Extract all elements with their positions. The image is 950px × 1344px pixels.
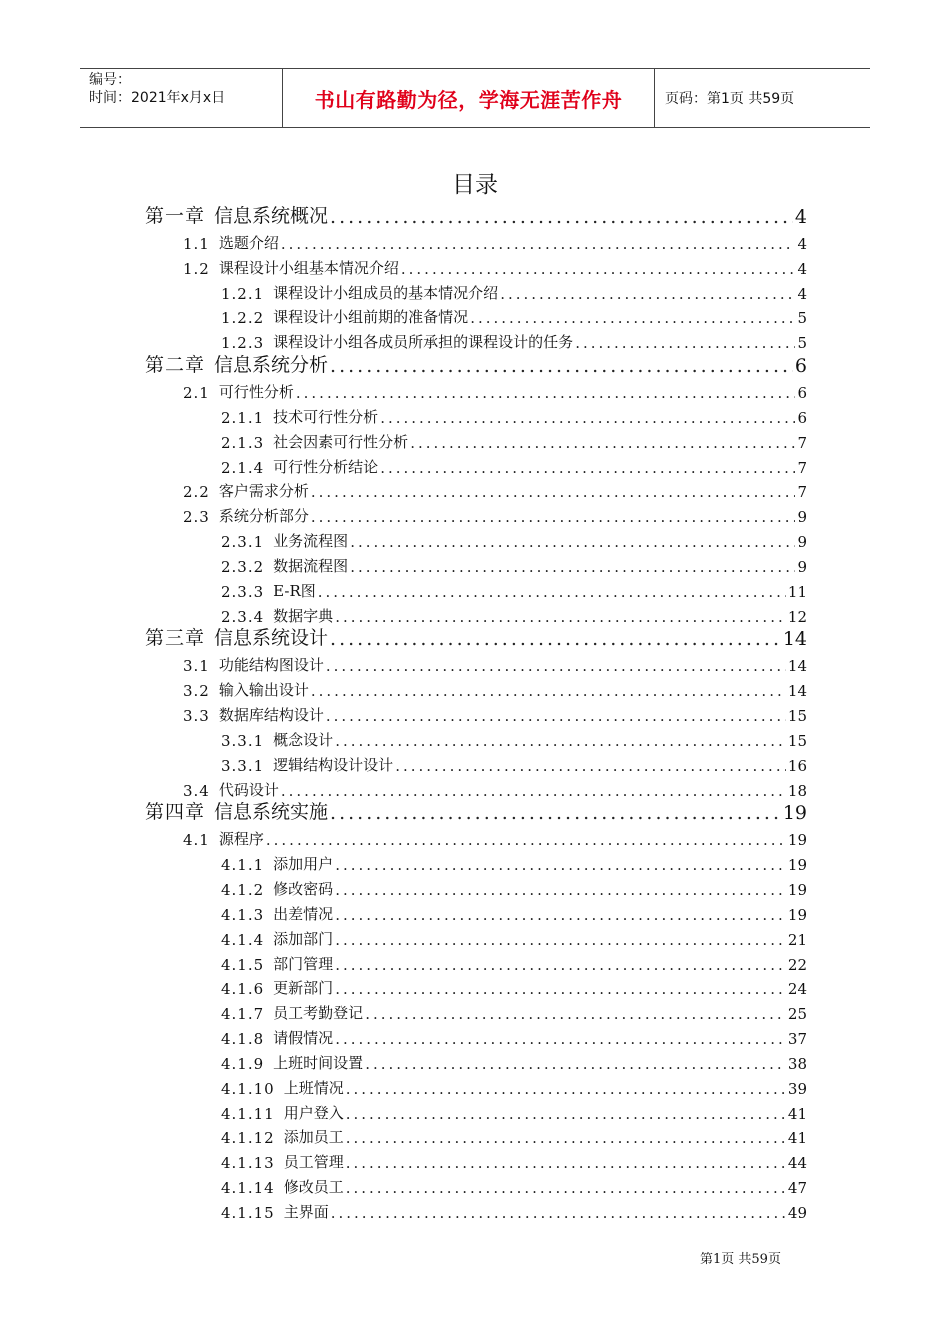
toc-entry[interactable] <box>221 998 807 1023</box>
toc-entry-title: 上班情况 <box>283 1078 344 1097</box>
toc-entry-title: 更新部门 <box>273 979 334 998</box>
toc-entry-title: 出差情况 <box>273 904 334 923</box>
toc-entry-title: 信息系统实施 <box>214 801 329 824</box>
toc-entry[interactable] <box>183 228 807 253</box>
toc-entry-page: 39 <box>787 1079 807 1098</box>
toc-entry[interactable] <box>221 750 807 775</box>
toc-entry-number: 4.1.12 <box>221 1129 275 1148</box>
toc-entry[interactable] <box>221 1098 807 1123</box>
toc-dot-leader <box>348 533 795 551</box>
toc-entry-number: 1.2.3 <box>221 334 265 353</box>
toc-entry-title: 添加用户 <box>273 855 334 874</box>
toc-entry-number: 3.3.1 <box>221 731 265 750</box>
toc-entry-page: 15 <box>787 731 807 750</box>
toc-entry-number: 2.1.3 <box>221 433 265 452</box>
toc-entry-number: 4.1.4 <box>221 930 265 949</box>
toc-entry-page: 44 <box>787 1154 807 1173</box>
toc-entry-page: 19 <box>787 856 807 875</box>
toc-entry-title: 选题介绍 <box>218 233 279 252</box>
header-motto-cell <box>282 69 655 127</box>
toc-entry[interactable] <box>221 576 807 601</box>
toc-dot-leader <box>333 906 786 924</box>
toc-dot-leader <box>378 459 795 477</box>
toc-entry-page: 19 <box>787 880 807 899</box>
toc-dot-leader <box>344 1154 786 1172</box>
header-page-label: 页码：第1页 共59页 <box>665 91 795 107</box>
toc-entry-title: 代码设计 <box>218 780 279 799</box>
toc-entry-page: 6 <box>797 408 807 427</box>
toc-dot-leader <box>333 980 786 998</box>
toc-entry-title: 用户登入 <box>283 1103 344 1122</box>
toc-entry[interactable] <box>221 526 807 551</box>
toc-entry[interactable] <box>221 278 807 303</box>
toc-entry-page: 4 <box>797 234 807 253</box>
toc-entry-number: 4.1.1 <box>221 856 265 875</box>
toc-dot-leader <box>324 657 786 675</box>
toc-entry-title: 社会因素可行性分析 <box>273 432 409 451</box>
toc-entry-number: 2.3.1 <box>221 533 265 552</box>
toc-entry-title: 课程设计小组各成员所承担的课程设计的任务 <box>273 333 574 352</box>
toc-entry-number: 2.1.4 <box>221 458 265 477</box>
toc-entry[interactable] <box>221 725 807 750</box>
toc-entry-title: 请假情况 <box>273 1029 334 1048</box>
toc-entry-page: 4 <box>794 206 807 228</box>
toc-entry-page: 19 <box>782 802 807 825</box>
toc-entry-number: 4.1.9 <box>221 1054 265 1073</box>
toc-entry-title: 课程设计小组基本情况介绍 <box>218 258 399 277</box>
toc-entry-title: 上班时间设置 <box>273 1053 364 1072</box>
toc-entry-title: 可行性分析结论 <box>273 457 379 476</box>
toc-entry[interactable] <box>145 622 807 650</box>
toc-entry-page: 19 <box>787 905 807 924</box>
toc-entry-number: 2.2 <box>183 483 210 502</box>
toc-entry[interactable] <box>183 377 807 402</box>
toc-entry-title: 部门管理 <box>273 954 334 973</box>
toc-entry-page: 12 <box>787 607 807 626</box>
header-meta <box>80 69 282 127</box>
toc-entry-number: 2.3.4 <box>221 607 265 626</box>
toc-dot-leader <box>328 628 781 650</box>
toc-entry-page: 49 <box>787 1204 807 1222</box>
toc-dot-leader <box>328 355 793 377</box>
toc-entry-number: 2.3.2 <box>221 557 265 576</box>
toc-entry[interactable] <box>221 551 807 576</box>
toc-entry-number: 1.2.2 <box>221 309 265 328</box>
toc-entry[interactable] <box>221 302 807 327</box>
toc-entry-page: 7 <box>797 433 807 452</box>
toc-dot-leader <box>333 1030 786 1048</box>
toc-entry[interactable] <box>145 200 807 228</box>
toc-entry-page: 14 <box>782 628 807 651</box>
toc-entry-number: 第三章 <box>145 627 206 650</box>
toc-dot-leader <box>264 831 786 849</box>
toc-dot-leader <box>333 956 786 974</box>
toc-entry-page: 16 <box>787 756 807 775</box>
toc-dot-leader <box>408 434 795 452</box>
toc-dot-leader <box>309 483 796 501</box>
toc-entry-page: 38 <box>787 1054 807 1073</box>
toc-entry-number: 4.1.8 <box>221 1030 265 1049</box>
toc-dot-leader <box>294 384 796 402</box>
toc-entry-page: 14 <box>787 682 807 701</box>
toc-entry[interactable] <box>221 1048 807 1073</box>
toc-entry-page: 6 <box>794 355 807 378</box>
toc-entry-number: 4.1.10 <box>221 1079 275 1098</box>
toc-entry-title: 员工管理 <box>283 1153 344 1172</box>
toc-entry-title: E-R图 <box>273 581 316 600</box>
toc-entry[interactable] <box>183 650 807 675</box>
toc-dot-leader <box>344 1179 786 1197</box>
header-motto: 书山有路勤为径，学海无涯苦作舟 <box>314 87 623 112</box>
toc-entry-number: 2.1 <box>183 383 210 402</box>
toc-entry-number: 第一章 <box>145 205 206 227</box>
toc-entry-page: 25 <box>787 1005 807 1024</box>
toc-dot-leader <box>279 235 796 253</box>
toc-dot-leader <box>393 757 786 775</box>
toc-dot-leader <box>344 1080 786 1098</box>
toc-entry-number: 4.1.6 <box>221 980 265 999</box>
toc-entry[interactable] <box>221 402 807 427</box>
toc-dot-leader <box>468 309 795 327</box>
toc-entry-page: 6 <box>797 383 807 402</box>
toc-entry-page: 11 <box>787 582 807 601</box>
toc-entry-title: 修改员工 <box>283 1178 344 1197</box>
toc-entry-page: 19 <box>787 831 807 850</box>
toc-entry[interactable] <box>221 1172 807 1197</box>
toc-entry-page: 4 <box>797 259 807 278</box>
page-footer: 第1页 共59页 <box>700 1252 781 1267</box>
toc-entry-page: 14 <box>787 657 807 676</box>
toc-entry-page: 7 <box>797 483 807 502</box>
toc-dot-leader <box>324 707 786 725</box>
toc-entry-page: 9 <box>797 508 807 527</box>
toc-entry-number: 1.2.1 <box>221 284 265 303</box>
toc-entry[interactable] <box>183 824 807 849</box>
toc-dot-leader <box>363 1055 786 1073</box>
toc-entry-title: 数据库结构设计 <box>218 706 324 724</box>
toc-entry-title: 逻辑结构设计设计 <box>273 755 394 774</box>
toc-entry-title: 概念设计 <box>273 730 334 749</box>
toc-entry-number: 3.3 <box>183 707 210 725</box>
toc-dot-leader <box>333 856 786 874</box>
toc-entry-title: 数据字典 <box>273 606 334 625</box>
toc-title: 目录 <box>452 172 498 198</box>
toc-entry-page: 9 <box>797 557 807 576</box>
toc-entry-page: 9 <box>797 533 807 552</box>
toc-entry-page: 41 <box>787 1129 807 1148</box>
toc-entry-title: 员工考勤登记 <box>273 1004 364 1023</box>
toc-dot-leader <box>309 508 796 526</box>
toc-entry-number: 第二章 <box>145 354 206 377</box>
toc-entry-page: 18 <box>787 781 807 800</box>
toc-dot-leader <box>333 931 786 949</box>
toc-dot-leader <box>344 1129 786 1147</box>
toc-dot-leader <box>348 558 795 576</box>
toc-entry-page: 37 <box>787 1030 807 1049</box>
toc-entry-title: 可行性分析 <box>218 382 294 401</box>
toc-entry-title: 技术可行性分析 <box>273 407 379 426</box>
toc-entry[interactable] <box>221 924 807 949</box>
toc-entry[interactable] <box>221 899 807 924</box>
toc-entry-title: 添加员工 <box>283 1128 344 1147</box>
toc-entry[interactable] <box>145 796 807 824</box>
toc-entry-page: 22 <box>787 955 807 974</box>
toc-entry-title: 课程设计小组成员的基本情况介绍 <box>273 283 499 302</box>
toc-dot-leader <box>363 1005 786 1023</box>
toc-dot-leader <box>498 285 795 303</box>
toc-entry[interactable] <box>221 1122 807 1147</box>
toc-entry-number: 4.1.5 <box>221 955 265 974</box>
toc-entry-number: 3.1 <box>183 657 210 676</box>
toc-entry[interactable] <box>221 1147 807 1172</box>
toc-entry[interactable] <box>183 253 807 278</box>
toc-dot-leader <box>344 1105 786 1123</box>
page-header <box>80 68 870 128</box>
toc-entry-title: 课程设计小组前期的准备情况 <box>273 308 469 327</box>
toc-entry-page: 7 <box>797 458 807 477</box>
toc-entry-page: 47 <box>787 1179 807 1198</box>
header-number-label: 编号： <box>89 72 131 88</box>
toc-entry-title: 功能结构图设计 <box>218 656 324 675</box>
toc-dot-leader <box>328 802 781 824</box>
toc-entry-number: 3.2 <box>183 682 210 701</box>
toc-entry-number: 4.1.3 <box>221 905 265 924</box>
toc-entry-page: 15 <box>787 707 807 725</box>
toc-entry-number: 4.1.15 <box>221 1204 275 1222</box>
toc-entry-title: 数据流程图 <box>273 556 349 575</box>
toc-entry-title: 输入输出设计 <box>218 681 309 700</box>
toc-entry-page: 5 <box>797 334 807 353</box>
toc-entry-number: 4.1.7 <box>221 1005 265 1024</box>
toc-entry-title: 信息系统概况 <box>214 205 329 227</box>
toc-entry-title: 修改密码 <box>273 879 334 898</box>
toc-entry[interactable] <box>221 452 807 477</box>
toc-entry[interactable] <box>221 1073 807 1098</box>
toc-entry[interactable] <box>221 973 807 998</box>
toc-entry-number: 4.1.13 <box>221 1154 275 1173</box>
toc-entry-number: 4.1 <box>183 831 210 850</box>
toc-entry-number: 第四章 <box>145 801 206 824</box>
toc-entry-title: 添加部门 <box>273 929 334 948</box>
toc-entry[interactable] <box>221 427 807 452</box>
toc-entry-number: 2.1.1 <box>221 408 265 427</box>
toc-entry-title: 客户需求分析 <box>218 482 309 501</box>
toc-entry-title: 信息系统设计 <box>214 627 329 650</box>
toc-entry-page: 41 <box>787 1104 807 1123</box>
header-time-label: 时间：2021年x月x日 <box>89 90 226 106</box>
toc-entry-number: 2.3.3 <box>221 582 265 601</box>
toc-dot-leader <box>399 260 796 278</box>
toc-dot-leader <box>328 206 793 228</box>
toc-entry-number: 3.4 <box>183 781 210 800</box>
toc-entry-number: 4.1.2 <box>221 880 265 899</box>
toc-entry[interactable] <box>183 476 807 501</box>
toc-entry-number: 1.2 <box>183 259 210 278</box>
toc-entry-title: 信息系统分析 <box>214 354 329 377</box>
toc-dot-leader <box>333 881 786 899</box>
toc-entry-page: 5 <box>797 309 807 328</box>
toc-entry[interactable] <box>183 675 807 700</box>
toc-entry-number: 3.3.1 <box>221 756 265 775</box>
toc-entry[interactable] <box>183 700 807 725</box>
toc-entry-title: 主界面 <box>283 1203 329 1221</box>
toc-entry-number: 1.1 <box>183 234 210 253</box>
toc-entry-number: 2.3 <box>183 508 210 527</box>
toc-entry[interactable] <box>183 501 807 526</box>
header-page-cell <box>655 69 870 127</box>
toc-entry-title: 系统分析部分 <box>218 507 309 526</box>
toc-entry[interactable] <box>221 1023 807 1048</box>
toc-entry[interactable] <box>221 1197 807 1222</box>
toc-entry[interactable] <box>221 874 807 899</box>
toc-dot-leader <box>378 409 795 427</box>
toc-entry[interactable] <box>221 949 807 974</box>
toc-dot-leader <box>309 682 786 700</box>
toc-entry-page: 24 <box>787 980 807 999</box>
toc-entry[interactable] <box>145 349 807 377</box>
toc-entry-page: 4 <box>797 284 807 303</box>
toc-dot-leader <box>333 732 786 750</box>
toc-entry-title: 业务流程图 <box>273 532 349 551</box>
toc-entry-page: 21 <box>787 930 807 949</box>
toc-entry[interactable] <box>221 849 807 874</box>
toc-dot-leader <box>329 1204 786 1222</box>
toc-entry-title: 源程序 <box>218 830 264 849</box>
toc-dot-leader <box>316 583 786 601</box>
toc-entry-number: 4.1.11 <box>221 1104 275 1123</box>
toc-entry-number: 4.1.14 <box>221 1179 275 1198</box>
